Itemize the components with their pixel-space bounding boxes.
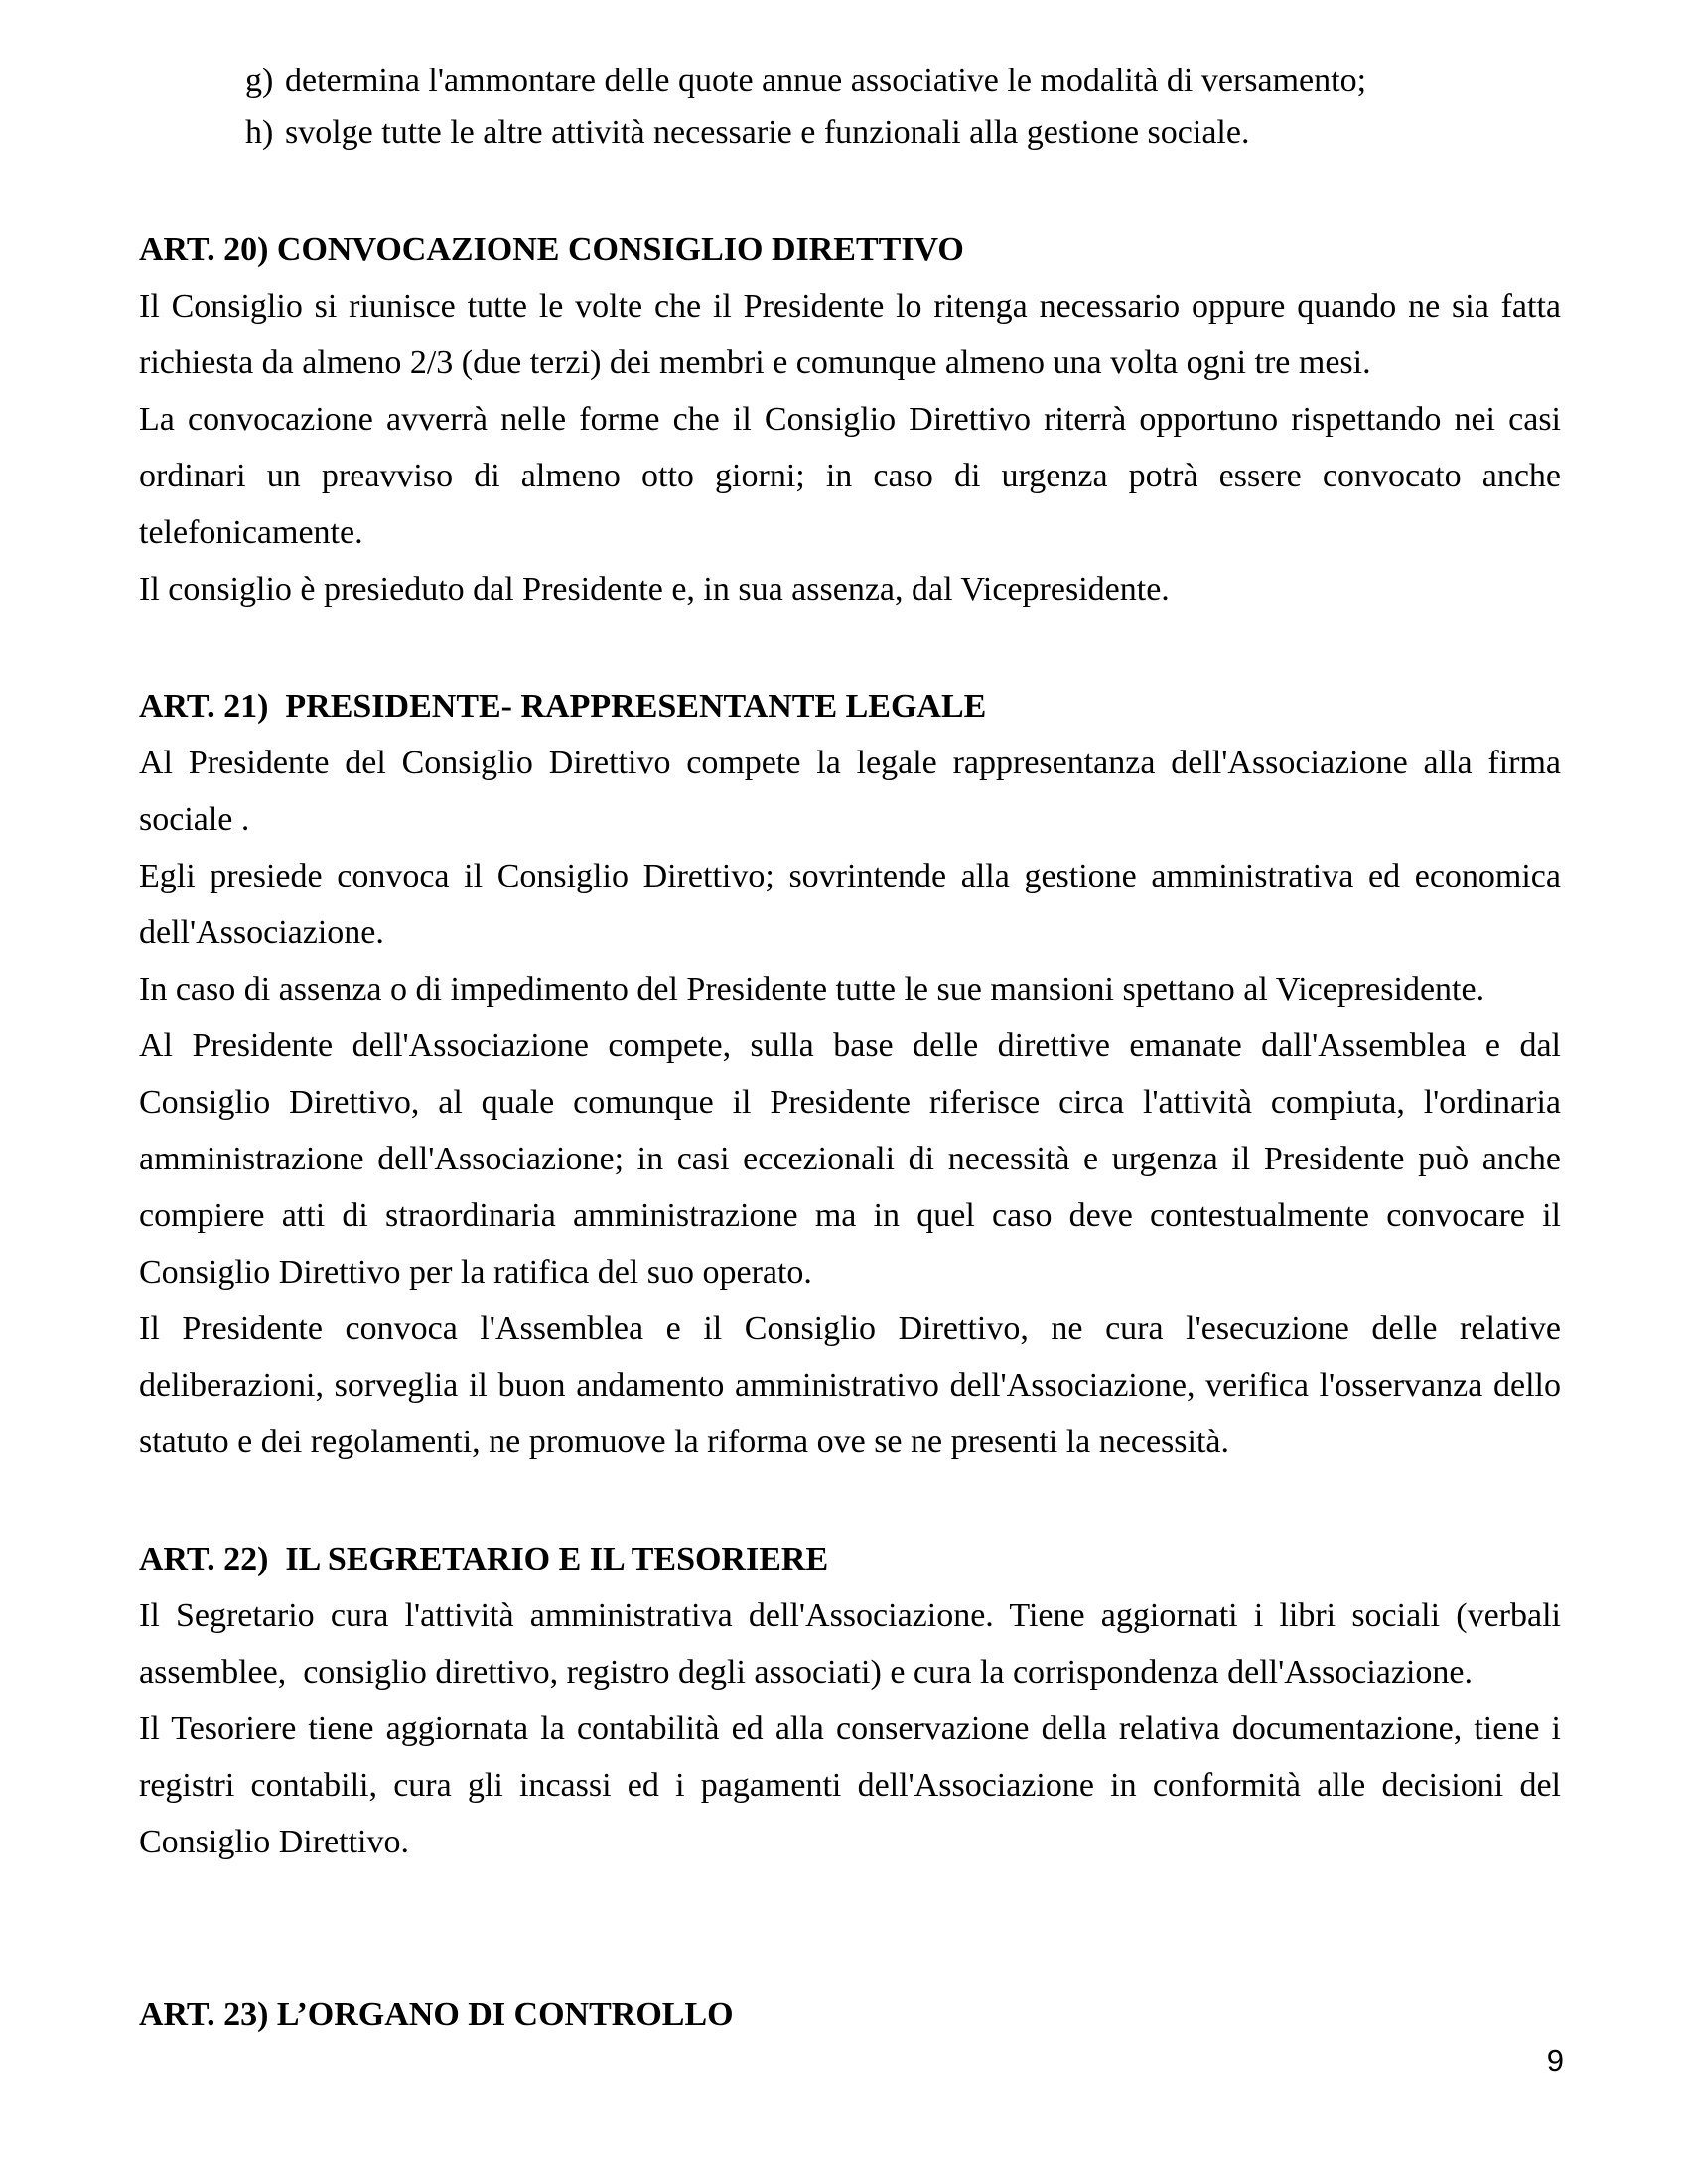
article-heading: ART. 23) L’ORGANO DI CONTROLLO [139, 1996, 734, 2033]
article-heading: ART. 22) IL SEGRETARIO E IL TESORIERE [139, 1541, 829, 1577]
article-heading: ART. 21) PRESIDENTE- RAPPRESENTANTE LEGALE [139, 688, 987, 725]
article-section [139, 678, 1561, 1470]
article-paragraph: Al Presidente del Consiglio Direttivo compete la legale rappresentanza dell'Associazione alla firma sociale . [139, 745, 1561, 838]
article-paragraph: Il Segretario cura l'attività amministrativa dell'Associazione. Tiene aggiornati i libri sociali (verbali assemblee, consiglio direttivo, registro degli associati) e cura la corrispondenza dell'Associazione. [139, 1597, 1561, 1691]
list-item-text: determina l'ammontare delle quote annue associative le modalità di versamento; [285, 63, 1367, 99]
article-paragraph: Il Presidente convoca l'Assemblea e il Consiglio Direttivo, ne cura l'esecuzione delle relative deliberazioni, sorveglia il buon andamento amministrativo dell'Associazione, verifica l'osservanza dello statuto e dei regolamenti, ne promuove la riforma ove se ne presenti la necessità. [139, 1310, 1561, 1460]
article-paragraph: La convocazione avverrà nelle forme che il Consiglio Direttivo riterrà opportuno rispettando nei casi ordinari un preavviso di almeno otto giorni; in caso di urgenza potrà essere convocato anche telefonicamente. [139, 401, 1561, 551]
list-item-text: svolge tutte le altre attività necessarie e funzionali alla gestione sociale. [285, 114, 1250, 151]
list-item [139, 107, 1561, 159]
lettered-list [139, 56, 1561, 159]
sections [139, 221, 1561, 2043]
list-item [139, 56, 1561, 107]
article-section [139, 1531, 1561, 1870]
list-marker: g) [245, 63, 274, 99]
document-content [139, 0, 1561, 2043]
article-section [139, 1986, 1561, 2043]
list-marker: h) [245, 114, 274, 151]
article-paragraph: Il consiglio è presieduto dal Presidente e, in sua assenza, dal Vicepresidente. [139, 571, 1170, 608]
article-heading: ART. 20) CONVOCAZIONE CONSIGLIO DIRETTIVO [139, 231, 964, 268]
page-number: 9 [1546, 2043, 1564, 2078]
article-paragraph: Al Presidente dell'Associazione compete, sulla base delle direttive emanate dall'Assemblea e dal Consiglio Direttivo, al quale comunque il Presidente riferisce circa l'attività compiuta, l'ordinaria amministrazione dell'Associazione; in casi eccezionali di necessità e urgenza il Presidente può anche compiere atti di straordinaria amministrazione ma in quel caso deve contestualmente convocare il Consiglio Direttivo per la ratifica del suo operato. [139, 1027, 1561, 1291]
article-section [139, 221, 1561, 617]
article-paragraph: Il Tesoriere tiene aggiornata la contabilità ed alla conservazione della relativa documentazione, tiene i registri contabili, cura gli incassi ed i pagamenti dell'Associazione in conformità alle decisioni del Consiglio Direttivo. [139, 1710, 1561, 1860]
article-paragraph: Il Consiglio si riunisce tutte le volte che il Presidente lo ritenga necessario oppure quando ne sia fatta richiesta da almeno 2/3 (due terzi) dei membri e comunque almeno una volta ogni tre mesi. [139, 288, 1561, 381]
article-paragraph: Egli presiede convoca il Consiglio Direttivo; sovrintende alla gestione amministrativa ed economica dell'Associazione. [139, 858, 1561, 951]
article-paragraph: In caso di assenza o di impedimento del Presidente tutte le sue mansioni spettano al Vicepresidente. [139, 971, 1485, 1008]
